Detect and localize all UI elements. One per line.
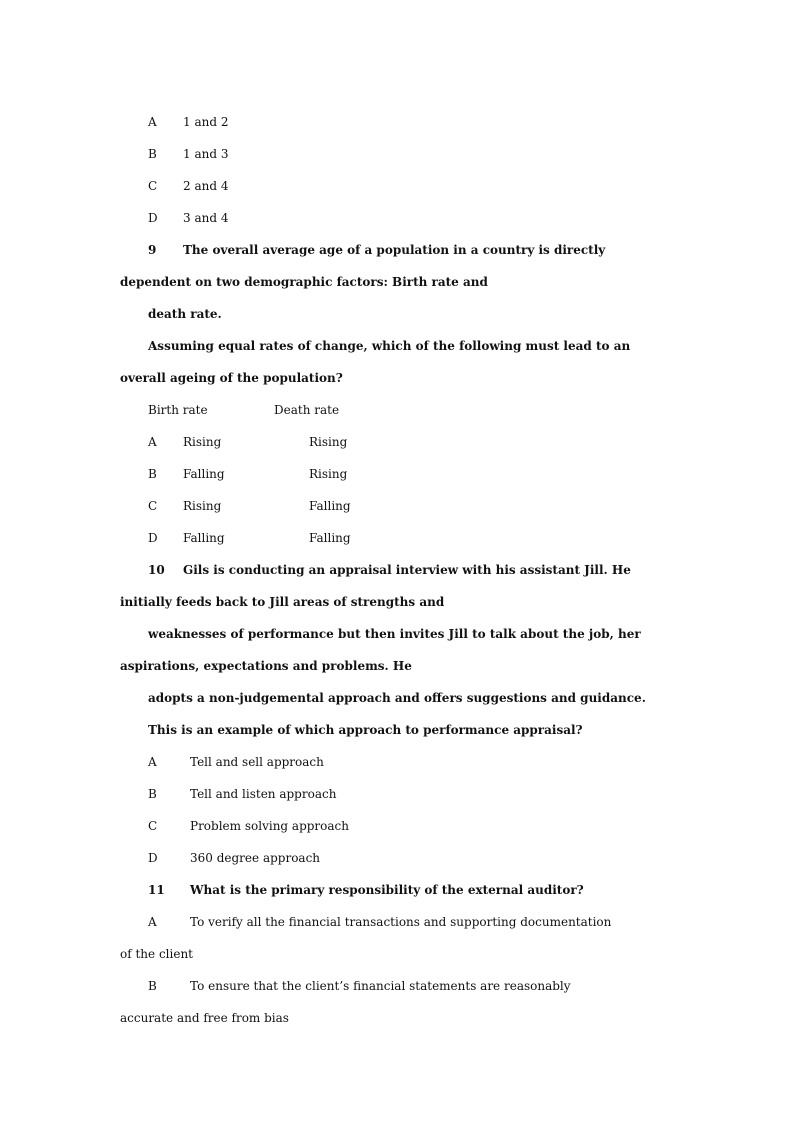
q9-option-a-death: Rising	[309, 435, 348, 449]
q9-line3: death rate.	[148, 307, 222, 321]
q9-option-b-death: Rising	[309, 467, 348, 481]
q11-question: What is the primary responsibility of the external auditor?	[190, 883, 584, 897]
q9-option-c-death: Falling	[309, 499, 351, 513]
q10-option-a-text: Tell and sell approach	[190, 755, 324, 769]
q9-line2: dependent on two demographic factors: Birth rate and	[120, 275, 488, 289]
q9-option-b-letter: B	[148, 467, 157, 481]
q10-option-c-text: Problem solving approach	[190, 819, 349, 833]
q9-option-c-birth: Rising	[183, 499, 222, 513]
q9-option-a-birth: Rising	[183, 435, 222, 449]
q9-option-d-birth: Falling	[183, 531, 225, 545]
q11-option-a-line2: of the client	[120, 947, 193, 961]
q8-option-d-text: 3 and 4	[183, 211, 229, 225]
q9-line4: Assuming equal rates of change, which of the following must lead to an	[148, 339, 631, 353]
q10-option-b-letter: B	[148, 787, 157, 801]
q9-option-d-letter: D	[148, 531, 158, 545]
q10-option-c-letter: C	[148, 819, 158, 833]
q10-option-b-text: Tell and listen approach	[190, 787, 337, 801]
q9-col-birth-rate: Birth rate	[148, 403, 208, 417]
q9-option-b-birth: Falling	[183, 467, 225, 481]
q11-option-b-letter: B	[148, 979, 157, 993]
q9-option-c-letter: C	[148, 499, 158, 513]
q10-option-a-letter: A	[148, 755, 157, 769]
q10-line4: aspirations, expectations and problems. He	[120, 659, 412, 673]
q8-option-a-letter: A	[148, 115, 157, 129]
q8-option-c-text: 2 and 4	[183, 179, 229, 193]
q8-option-d-letter: D	[148, 211, 158, 225]
q9-option-d-death: Falling	[309, 531, 351, 545]
q9-col-death-rate: Death rate	[274, 403, 340, 417]
q8-option-c-letter: C	[148, 179, 158, 193]
q10-line6: This is an example of which approach to performance appraisal?	[148, 723, 583, 737]
q11-option-b-line1: To ensure that the client’s financial statements are reasonably	[190, 979, 571, 993]
q8-option-b-text: 1 and 3	[183, 147, 229, 161]
q10-option-d-text: 360 degree approach	[190, 851, 321, 865]
q10-line1: Gils is conducting an appraisal interview with his assistant Jill. He	[183, 563, 631, 577]
q11-option-a-line1: To verify all the financial transactions and supporting documentation	[190, 915, 612, 929]
q8-option-a-text: 1 and 2	[183, 115, 229, 129]
q11-option-b-line2: accurate and free from bias	[120, 1011, 289, 1025]
q9-option-a-letter: A	[148, 435, 157, 449]
q9-line5: overall ageing of the population?	[120, 371, 343, 385]
q10-line2: initially feeds back to Jill areas of strengths and	[120, 595, 445, 609]
q11-number: 11	[148, 883, 165, 897]
q10-line5: adopts a non-judgemental approach and offers suggestions and guidance.	[148, 691, 646, 705]
q10-number: 10	[148, 563, 165, 577]
q9-number: 9	[148, 243, 157, 257]
q8-option-b-letter: B	[148, 147, 157, 161]
q10-line3: weaknesses of performance but then invites Jill to talk about the job, her	[148, 627, 641, 641]
q9-line1: The overall average age of a population in a country is directly	[183, 243, 606, 257]
q10-option-d-letter: D	[148, 851, 158, 865]
q11-option-a-letter: A	[148, 915, 157, 929]
